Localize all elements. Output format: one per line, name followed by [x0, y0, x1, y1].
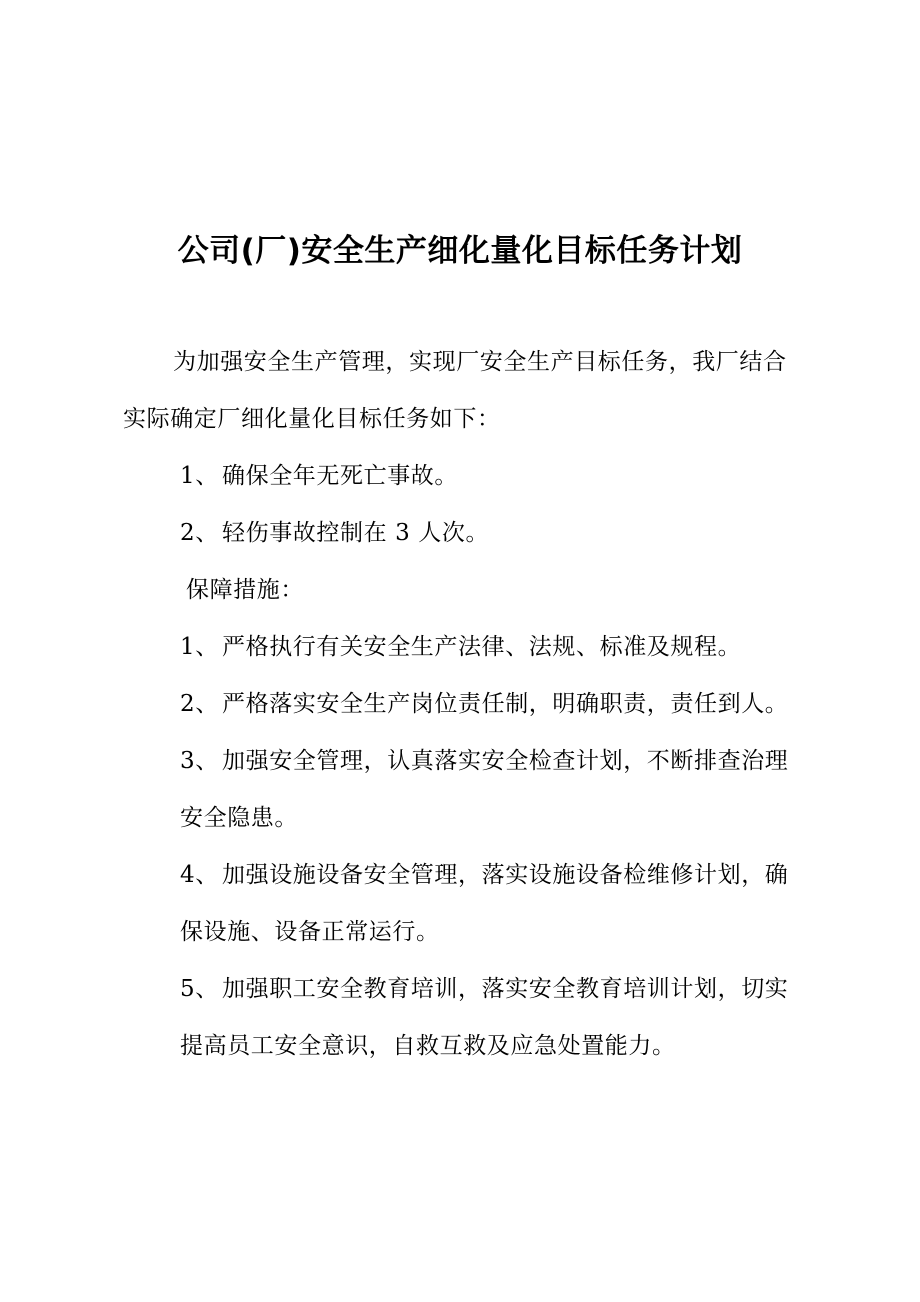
- measure-text: 严格落实安全生产岗位责任制，明确职责，责任到人。: [222, 691, 789, 717]
- measures-heading: 保障措施：: [186, 577, 304, 603]
- intro-line-1: 为加强安全生产管理，实现厂安全生产目标任务，我厂结合: [173, 349, 787, 375]
- measure-item-3: [180, 746, 788, 776]
- target-item-2: [180, 518, 489, 548]
- document-title: 公司(厂)安全生产细化量化目标任务计划: [177, 233, 743, 269]
- measure-item-3-continuation: 安全隐患。: [180, 805, 298, 831]
- measure-item-2: [180, 689, 788, 719]
- measure-item-4-continuation: 保设施、设备正常运行。: [180, 919, 440, 945]
- measure-text: 加强职工安全教育培训，落实安全教育培训计划，切实: [222, 976, 789, 1002]
- measure-item-5: [180, 974, 788, 1004]
- target-text: 轻伤事故控制在 3 人次。: [222, 520, 490, 546]
- measure-number: 1、: [180, 634, 219, 660]
- measure-number: 3、: [180, 748, 219, 774]
- measure-item-5-continuation: 提高员工安全意识，自救互救及应急处置能力。: [180, 1033, 676, 1059]
- target-number: 1、: [180, 463, 219, 489]
- measure-text: 加强设施设备安全管理，落实设施设备检维修计划，确: [222, 862, 789, 888]
- intro-line-2: 实际确定厂细化量化目标任务如下：: [123, 406, 501, 432]
- measure-text: 加强安全管理，认真落实安全检查计划，不断排查治理: [222, 748, 789, 774]
- measure-number: 4、: [180, 862, 219, 888]
- target-item-1: [180, 461, 458, 491]
- measure-item-4: [180, 860, 788, 890]
- measure-number: 5、: [180, 976, 219, 1002]
- measure-item-1: [180, 632, 741, 662]
- measure-text: 严格执行有关安全生产法律、法规、标准及规程。: [222, 634, 742, 660]
- target-text: 确保全年无死亡事故。: [222, 463, 458, 489]
- target-number: 2、: [180, 520, 219, 546]
- measure-number: 2、: [180, 691, 219, 717]
